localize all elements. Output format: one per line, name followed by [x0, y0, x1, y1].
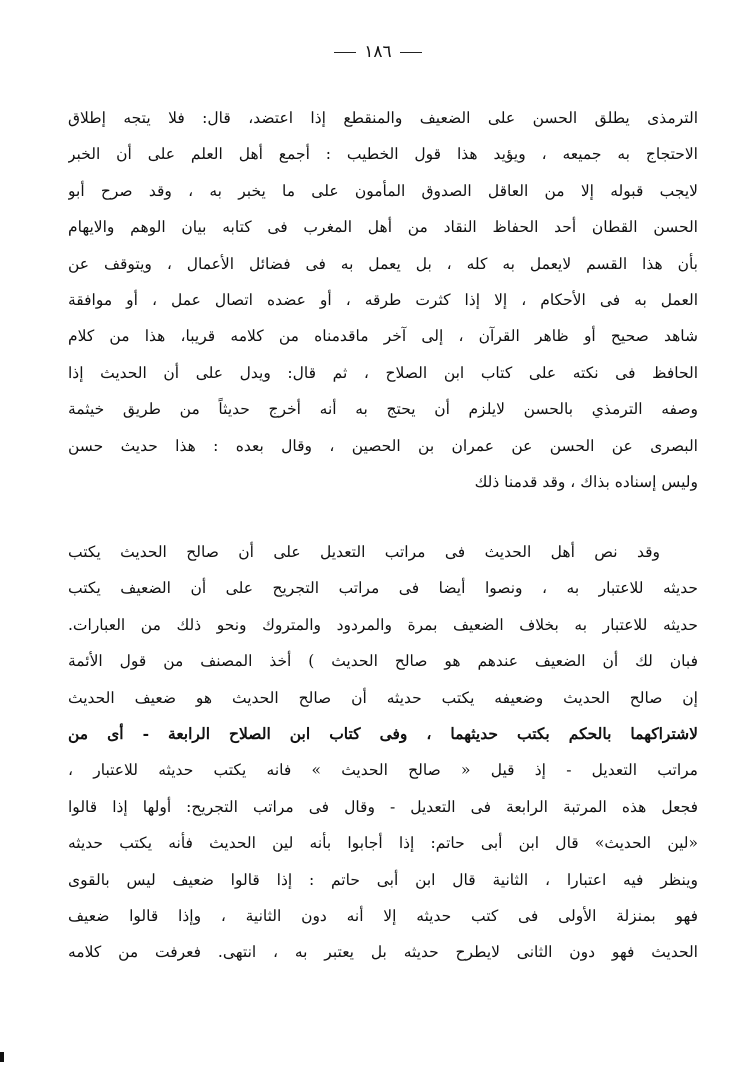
text-line: مراتب التعديل - إذ قيل « صالح الحديث » فانه يكتب حديثه للاعتبار ،	[68, 761, 698, 780]
text-line: حديثه للاعتبار به ، ونصوا أيضا فى مراتب التجريح على أن الضعيف يكتب	[68, 579, 698, 598]
text-line: وقد نص أهل الحديث فى مراتب التعديل على أن صالح الحديث يكتب	[68, 543, 660, 561]
text-line: فهو بمنزلة الأولى فى كتب حديثه إلا أنه دون الثانية ، وإذا قالوا ضعيف	[68, 906, 698, 925]
text-line: وصفه الترمذي بالحسن لايلزم أن يحتج به أنه أخرج حديثاً من طريق خيثمة	[68, 400, 698, 419]
text-line: الحديث فهو دون الثانى لايطرح حديثه بل يعتبر به ، انتهى. فعرفت من كلامه	[68, 943, 698, 962]
text-line: حديثه للاعتبار به بخلاف الضعيف بمرة والمردود والمتروك ونحو ذلك من العبارات.	[68, 615, 698, 634]
text-line: وينظر فيه اعتبارا ، الثانية قال ابن أبى حاتم : إذا قالوا ضعيف ليس بالقوى	[68, 870, 698, 889]
text-line: الاحتجاج به جميعه ، ويؤيد هذا قول الخطيب : أجمع أهل العلم على أن الخبر	[68, 145, 698, 164]
text-line: وليس إسناده بذاك ، وقد قدمنا ذلك	[474, 472, 698, 491]
scan-margin-mark	[0, 1052, 4, 1062]
text-line: الترمذى يطلق الحسن على الضعيف والمنقطع إذا اعتضد، قال: فلا يتجه إطلاق	[68, 109, 698, 127]
text-line: لاشتراكهما بالحكم بكتب حديثهما ، وفى كتاب ابن الصلاح الرابعة - أى من	[68, 723, 698, 743]
text-line: بأن هذا القسم لايعمل به كله ، بل يعمل به فى فضائل الأعمال ، ويتوقف عن	[68, 254, 698, 273]
text-line: لايجب قبوله إلا من العاقل الصدوق المأمون على ما يخبر به ، وقد صرح أبو	[68, 181, 698, 200]
text-line: العمل به فى الأحكام ، إلا إذا كثرت طرقه ، أو عضده اتصال عمل ، أو موافقة	[68, 290, 698, 309]
page-number-value: ١٨٦	[364, 42, 392, 62]
text-line: الحسن القطان أحد الحفاظ النقاد من أهل المغرب فى كتابه بيان الوهم والايهام	[68, 218, 698, 237]
text-line: فبان لك أن الضعيف عندهم هو صالح الحديث ) أخذ المصنف من قول الأئمة	[68, 652, 698, 671]
page-number-dash-left	[334, 52, 356, 53]
text-line: فجعل هذه المرتبة الرابعة فى التعديل - وقال فى مراتب التجريح: أولها إذا قالوا	[68, 797, 698, 816]
page-number-dash-right	[400, 52, 422, 53]
text-line: «لين الحديث» قال ابن أبى حاتم: إذا أجابوا بأنه لين الحديث فأنه يكتب حديثه	[68, 834, 698, 853]
text-line: الحافظ فى نكته على كتاب ابن الصلاح ، ثم قال: ويدل على أن الحديث إذا	[68, 363, 698, 382]
paragraph-2	[68, 534, 698, 971]
paragraph-1	[68, 100, 698, 500]
text-line: شاهد صحيح أو ظاهر القرآن ، إلى آخر ماقدمناه من كلامه قريبا، هذا من كلام	[68, 327, 698, 346]
text-line: إن صالح الحديث وضعيفه يكتب حديثه أن صالح الحديث هو ضعيف الحديث	[68, 688, 698, 707]
page-number	[0, 42, 756, 62]
text-line: البصرى عن الحسن عن عمران بن الحصين ، وقال بعده : هذا حديث حسن	[68, 436, 698, 455]
